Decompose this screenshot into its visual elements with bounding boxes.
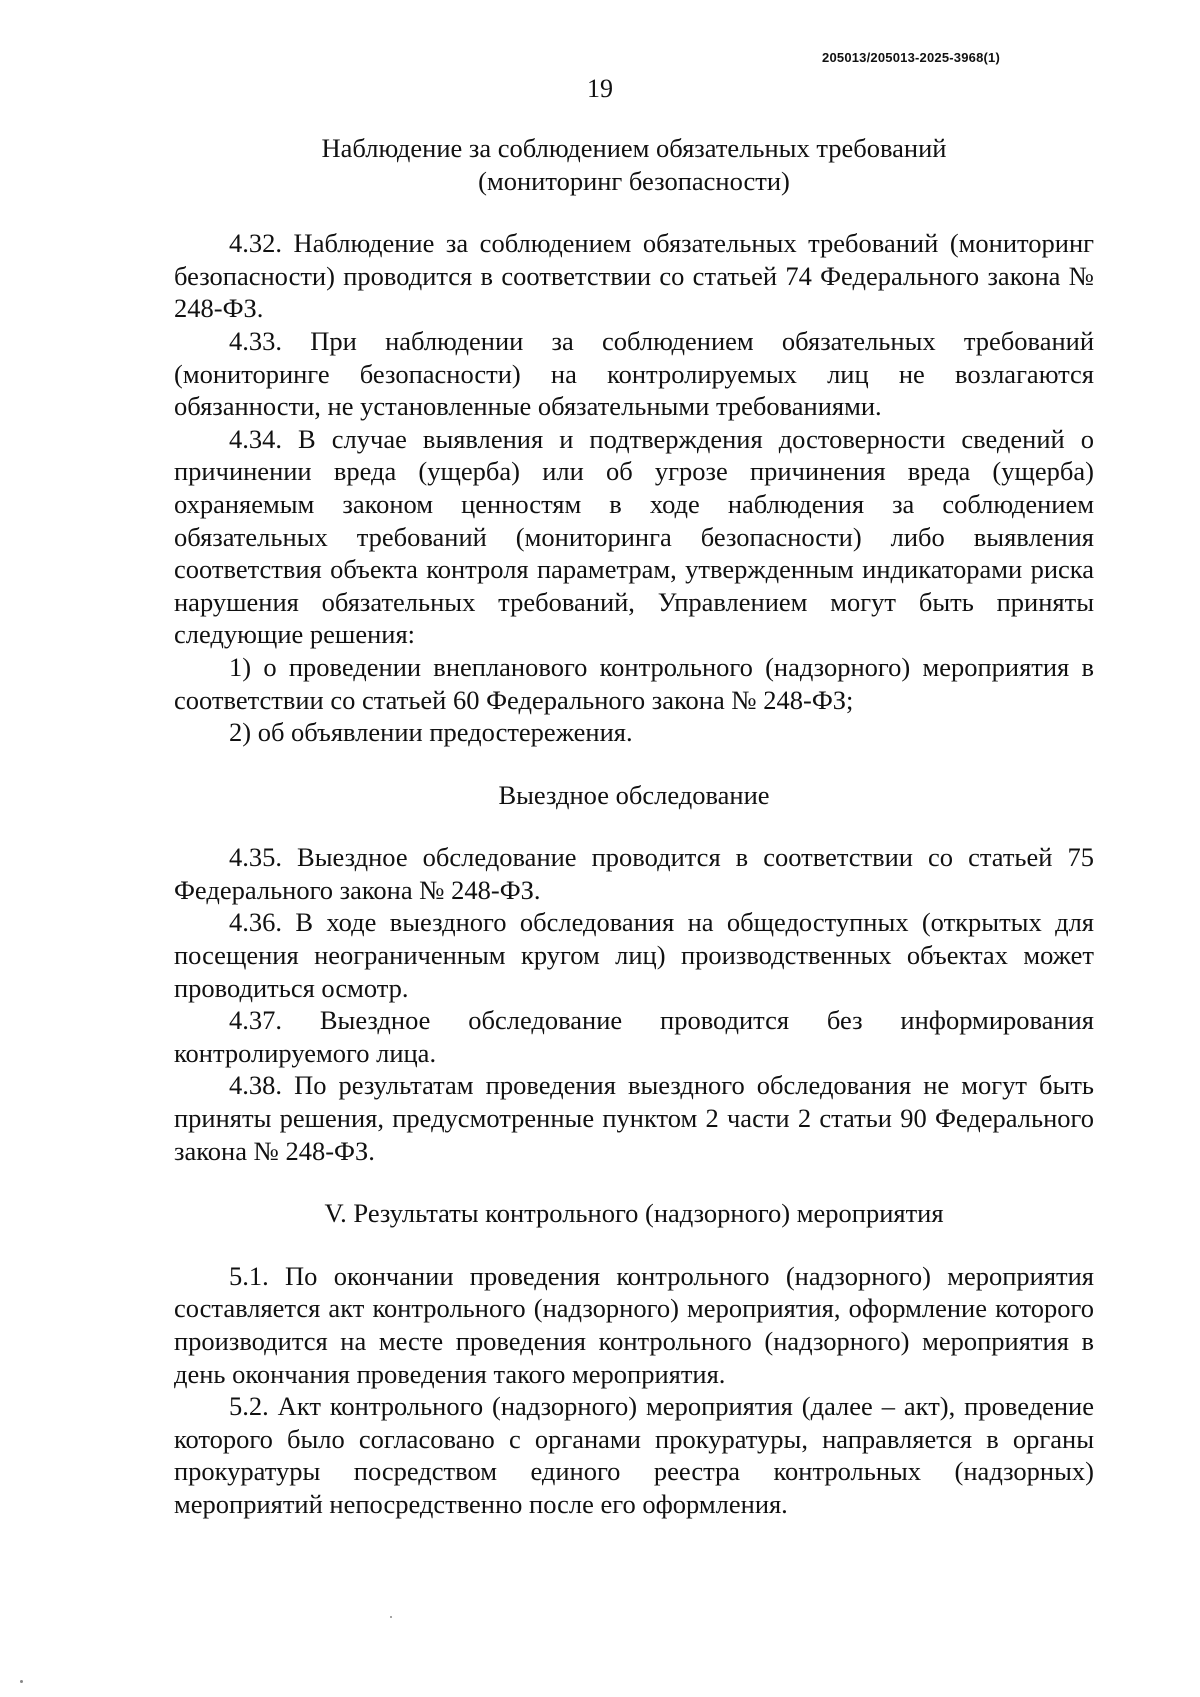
page-number: 19 (587, 74, 613, 103)
paragraph-4-35: 4.35. Выездное обследование проводится в соответствии со статьей 75 Федерального закона № 248-ФЗ. (174, 842, 1094, 905)
document-id: 205013/205013-2025-3968(1) (822, 50, 1000, 65)
section-title-monitoring (174, 132, 1094, 197)
paragraph-4-32: 4.32. Наблюдение за соблюдением обязательных требований (мониторинг безопасности) проводится в соответствии со статьей 74 Федерального закона № 248-ФЗ. (174, 228, 1094, 324)
section-title-line: (мониторинг безопасности) (478, 165, 790, 196)
document-body (174, 132, 1094, 1521)
paragraph-5-2: 5.2. Акт контрольного (надзорного) мероприятия (далее – акт), проведение которого было согласовано с органами прокуратуры, направляется в органы прокуратуры посредством единого реестра контрольных (надзорных) мероприятий непосредственно после его оформления. (174, 1391, 1094, 1519)
paragraph-5-1: 5.1. По окончании проведения контрольного (надзорного) мероприятия составляется акт контрольного (надзорного) мероприятия, оформление которого производится на месте проведения контрольного (надзорного) мероприятия в день окончания проведения такого мероприятия. (174, 1260, 1094, 1389)
scan-speck (390, 1616, 392, 1618)
paragraph-4-38: 4.38. По результатам проведения выездного обследования не могут быть приняты решения, предусмотренные пунктом 2 части 2 статьи 90 Федерального закона № 248-ФЗ. (174, 1070, 1094, 1166)
section-title-inspection: Выездное обследование (498, 779, 770, 810)
list-item-2: 2) об объявлении предостережения. (229, 717, 633, 748)
paragraph-4-34: 4.34. В случае выявления и подтверждения достоверности сведений о причинении вреда (ущерба) или об угрозе причинения вреда (ущерба) охраняемым законом ценностям в ходе наблюдения за соблюдением обязательных требований (мониторинга безопасности) либо выявления соответствия объекта контроля параметрам, утвержденным индикаторами риска нарушения обязательных требований, Управлением могут быть приняты следующие решения: (174, 423, 1094, 650)
paragraph-4-36: 4.36. В ходе выездного обследования на общедоступных (открытых для посещения неограниченным кругом лиц) производственных объектах может проводиться осмотр. (174, 907, 1094, 1003)
section-title-results: V. Результаты контрольного (надзорного) мероприятия (324, 1198, 944, 1229)
section-title-line: Наблюдение за соблюдением обязательных требований (321, 133, 947, 163)
paragraph-4-37: 4.37. Выездное обследование проводится без информирования контролируемого лица. (174, 1005, 1094, 1068)
scan-speck (20, 1680, 23, 1683)
paragraph-4-33: 4.33. При наблюдении за соблюдением обязательных требований (мониторинге безопасности) на контролируемых лиц не возлагаются обязанности, не установленные обязательными требованиями. (174, 325, 1094, 422)
list-item-1: 1) о проведении внепланового контрольного (надзорного) мероприятия в соответствии со статьей 60 Федерального закона № 248-ФЗ; (174, 651, 1094, 715)
